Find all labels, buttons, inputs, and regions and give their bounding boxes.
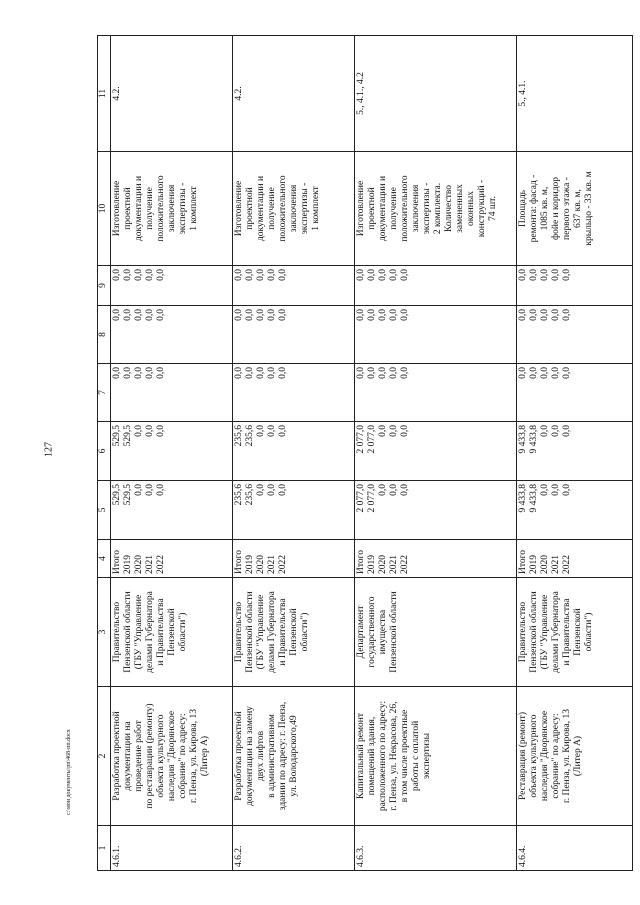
- header-cell: 2: [98, 687, 111, 826]
- funding-municipal: 0,0 0,0 0,0 0,0 0,0: [233, 306, 355, 364]
- indicator-link: 4.2.: [233, 36, 355, 152]
- table-row: [233, 36, 355, 871]
- executor: Правительство Пензенской области (ГБУ "Управление делами Губернатора и Правительства Пензенской области"): [517, 578, 633, 687]
- page-number: 127: [43, 442, 55, 457]
- executor: Департамент государственного имущества Пензенской области: [355, 578, 517, 687]
- program-activities-table: [97, 35, 633, 871]
- funding-municipal: 0,0 0,0 0,0 0,0 0,0: [517, 306, 633, 364]
- year-labels: Итого 2019 2020 2021 2022: [355, 540, 517, 578]
- funding-federal: 0,0 0,0 0,0 0,0 0,0: [111, 364, 233, 422]
- funding-regional: 235,6 235,6 0,0 0,0 0,0: [233, 422, 355, 481]
- header-cell: 8: [98, 306, 111, 364]
- header-cell: 3: [98, 578, 111, 687]
- table-row: [355, 36, 517, 871]
- header-cell: 4: [98, 540, 111, 578]
- row-number: 4.6.1.: [111, 826, 233, 871]
- indicator-link: 5., 4.1.: [517, 36, 633, 152]
- column-number-header: [98, 36, 111, 871]
- funding-other: 0,0 0,0 0,0 0,0 0,0: [355, 266, 517, 306]
- funding-municipal: 0,0 0,0 0,0 0,0 0,0: [111, 306, 233, 364]
- expected-result: Изготовление проектной документации и получение положительного заключения экспертизы - 1 комплект: [111, 152, 233, 266]
- indicator-link: 5., 4.1., 4.2: [355, 36, 517, 152]
- funding-other: 0,0 0,0 0,0 0,0 0,0: [111, 266, 233, 306]
- executor: Правительство Пензенской области (ГБУ "Управление делами Губернатора и Правительства Пензенской области"): [233, 578, 355, 687]
- expected-result: Площадь ремонта: фасад - 1085 кв. м, фойе и коридор первого этажа - 637 кв. м, крыльцо - 33 кв. м: [517, 152, 633, 266]
- funding-regional: 9 433,8 9 433,8 0,0 0,0 0,0: [517, 422, 633, 481]
- footer-file-path: c:\мои документы\рп\468-пп.docx: [66, 729, 72, 815]
- funding-total: 9 433,8 9 433,8 0,0 0,0 0,0: [517, 481, 633, 540]
- funding-federal: 0,0 0,0 0,0 0,0 0,0: [355, 364, 517, 422]
- header-cell: 10: [98, 152, 111, 266]
- funding-federal: 0,0 0,0 0,0 0,0 0,0: [233, 364, 355, 422]
- year-labels: Итого 2019 2020 2021 2022: [111, 540, 233, 578]
- activity-name: Реставрация (ремонт) объекта культурного наследия "Дворянское собрание" по адресу: г. Пенза, ул. Кирова, 13 (Литер А): [517, 687, 633, 826]
- expected-result: Изготовление проектной документации и получение положительного заключения экспертизы - 2 комплекта. Количество замененных оконных конструкций - 74 шт.: [355, 152, 517, 266]
- indicator-link: 4.2.: [111, 36, 233, 152]
- header-cell: 9: [98, 266, 111, 306]
- year-labels: Итого 2019 2020 2021 2022: [233, 540, 355, 578]
- funding-federal: 0,0 0,0 0,0 0,0 0,0: [517, 364, 633, 422]
- activity-name: Разработка проектной документации на замену двух лифтов в административном здании по адресу: г. Пенза, ул. Володарского,49: [233, 687, 355, 826]
- row-number: 4.6.2.: [233, 826, 355, 871]
- funding-other: 0,0 0,0 0,0 0,0 0,0: [517, 266, 633, 306]
- funding-total: 529,5 529,5 0,0 0,0 0,0: [111, 481, 233, 540]
- row-number: 4.6.3.: [355, 826, 517, 871]
- header-cell: 7: [98, 364, 111, 422]
- year-labels: Итого 2019 2020 2021 2022: [517, 540, 633, 578]
- funding-other: 0,0 0,0 0,0 0,0 0,0: [233, 266, 355, 306]
- header-cell: 1: [98, 826, 111, 871]
- header-cell: 5: [98, 481, 111, 540]
- activity-name: Разработка проектной документации на проведение работ по реставрации (ремонту) объекта культурного наследия "Дворянское собрание" по адресу: г. Пенза, ул. Кирова, 13 (Литер А): [111, 687, 233, 826]
- header-cell: 6: [98, 422, 111, 481]
- funding-regional: 529,5 529,5 0,0 0,0 0,0: [111, 422, 233, 481]
- executor: Правительство Пензенской области (ГБУ "Управление делами Губернатора и Правительства Пензенской области"): [111, 578, 233, 687]
- table-row: [517, 36, 633, 871]
- row-number: 4.6.4.: [517, 826, 633, 871]
- funding-regional: 2 077,0 2 077,0 0,0 0,0 0,0: [355, 422, 517, 481]
- funding-municipal: 0,0 0,0 0,0 0,0 0,0: [355, 306, 517, 364]
- funding-total: 235,6 235,6 0,0 0,0 0,0: [233, 481, 355, 540]
- header-cell: 11: [98, 36, 111, 152]
- rotated-page-content: [97, 36, 634, 871]
- activity-name: Капитальный ремонт помещений здания, расположенного по адресу: г. Пенза, ул. Некрасова, 26, в том числе проектные работы с оплатой экспертизы: [355, 687, 517, 826]
- funding-total: 2 077,0 2 077,0 0,0 0,0 0,0: [355, 481, 517, 540]
- table-row: [111, 36, 233, 871]
- expected-result: Изготовление проектной документации и получение положительного заключения экспертизы - 1 комплект: [233, 152, 355, 266]
